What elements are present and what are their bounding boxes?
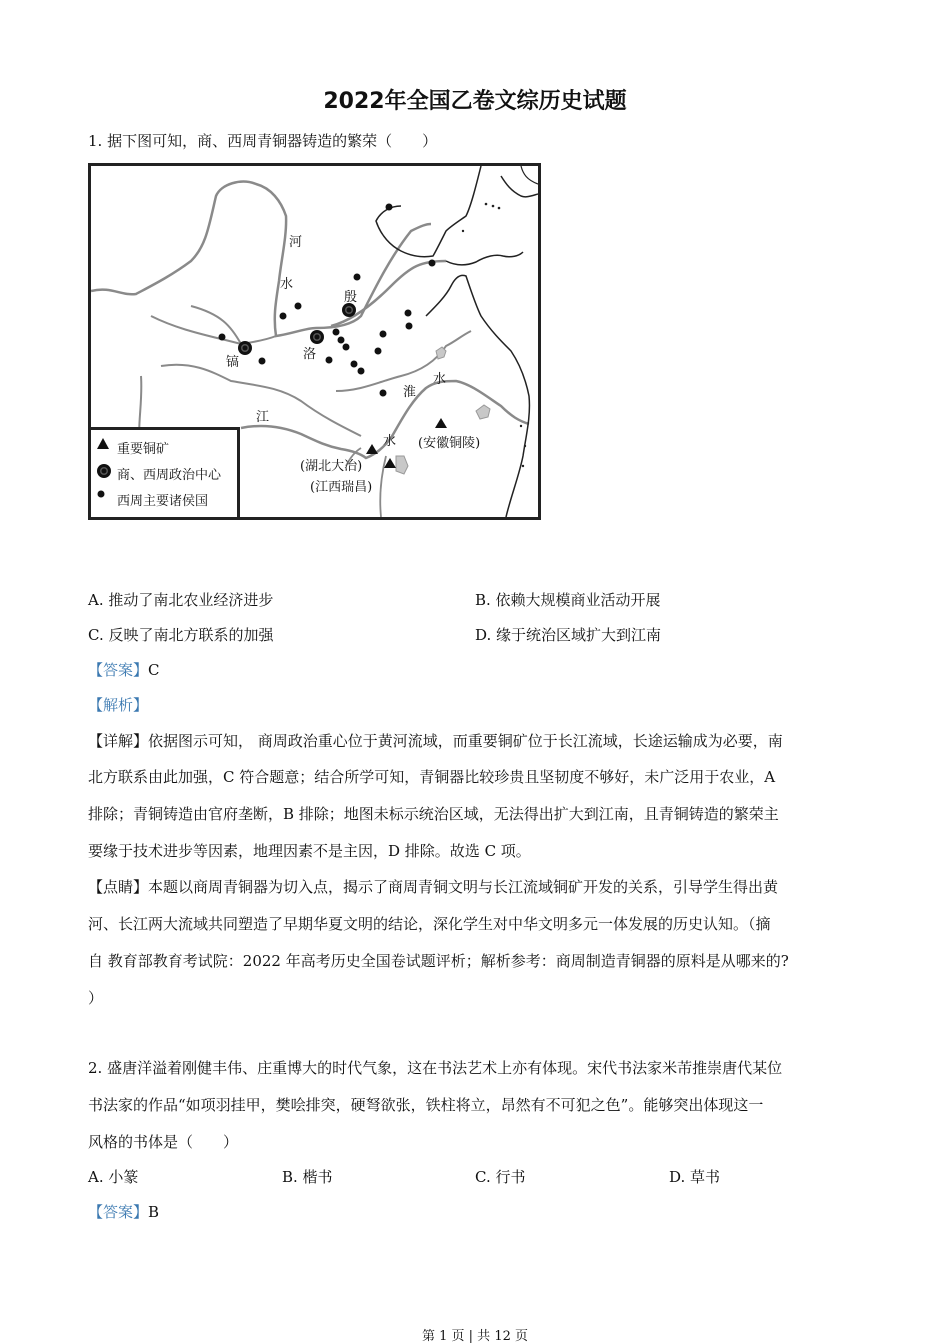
page-title: 2022年全国乙卷文综历史试题 bbox=[323, 89, 627, 114]
comment-tag: 【点睛】 bbox=[88, 878, 149, 896]
map-label-yin: 殷 bbox=[344, 290, 358, 305]
map-label-shui-he: 水 bbox=[280, 277, 294, 292]
detail-text: 依据图示可知， 商周政治重心位于黄河流域，而重要铜矿位于长江流域，长途运输成为必要，南 bbox=[148, 732, 783, 750]
answer-value: C bbox=[148, 661, 160, 679]
q2-stem-line-3: 风格的书体是（ ） bbox=[88, 1133, 239, 1151]
analysis-tag: 【解析】 bbox=[88, 696, 149, 714]
bronze-map-figure bbox=[88, 163, 541, 520]
q1-comment-line-4: ） bbox=[88, 989, 104, 1007]
q2-option-b: B. 楷书 bbox=[282, 1168, 333, 1186]
q1-detail-line-1 bbox=[88, 731, 783, 751]
map-label-shui-jiang: 水 bbox=[383, 434, 397, 449]
map-label-anhui: (安徽铜陵) bbox=[418, 436, 481, 451]
detail-tag: 【详解】 bbox=[88, 732, 149, 750]
q1-detail-line-4: 要缘于技术进步等因素，地理因素不是主因，D 排除。故选 C 项。 bbox=[88, 842, 531, 860]
q1-comment-line-2: 河、长江两大流域共同塑造了早期华夏文明的结论，深化学生对中华文明多元一体发展的历史认知。（摘 bbox=[88, 915, 771, 933]
q2-option-c: C. 行书 bbox=[475, 1168, 526, 1186]
map-legend bbox=[91, 427, 240, 517]
legend-item-vassal bbox=[97, 490, 208, 509]
q1-analysis-heading bbox=[88, 695, 148, 715]
answer-value: B bbox=[148, 1203, 160, 1221]
legend-label: 重要铜矿 bbox=[117, 442, 170, 457]
legend-item-copper bbox=[97, 438, 169, 457]
q1-option-a: A. 推动了南北农业经济进步 bbox=[88, 591, 274, 609]
q2-answer bbox=[88, 1202, 159, 1222]
legend-item-center bbox=[97, 464, 221, 483]
map-label-hubei: (湖北大冶) bbox=[300, 459, 363, 474]
map-label-jiangxi: (江西瑞昌) bbox=[310, 480, 373, 495]
q2-option-a: A. 小篆 bbox=[88, 1168, 139, 1186]
q1-comment-line-3: 自 教育部教育考试院：2022 年高考历史全国卷试题评析；解析参考：商周制造青铜器的原料是从哪来的? bbox=[88, 952, 789, 970]
comment-text: 本题以商周青铜器为切入点，揭示了商周青铜文明与长江流域铜矿开发的关系，引导学生得出黄 bbox=[148, 878, 779, 896]
question-1-stem: 1. 据下图可知，商、西周青铜器铸造的繁荣（ ） bbox=[88, 132, 438, 150]
map-label-huai: 淮 bbox=[403, 385, 417, 400]
q1-detail-line-3: 排除；青铜铸造由官府垄断，B 排除；地图未标示统治区域，无法得出扩大到江南，且青铜铸造的繁荣主 bbox=[88, 805, 779, 823]
page-footer: 第 1 页 | 共 12 页 bbox=[422, 1329, 528, 1344]
q1-option-d: D. 缘于统治区域扩大到江南 bbox=[475, 626, 662, 644]
q1-option-b: B. 依赖大规模商业活动开展 bbox=[475, 591, 661, 609]
q1-comment-line-1 bbox=[88, 877, 778, 897]
map-label-hao: 镐 bbox=[226, 355, 240, 370]
q1-detail-line-2: 北方联系由此加强，C 符合题意；结合所学可知，青铜器比较珍贵且坚韧度不够好，未广泛用于农业，A bbox=[88, 768, 776, 786]
q2-option-d: D. 草书 bbox=[669, 1168, 721, 1186]
legend-label: 西周主要诸侯国 bbox=[117, 494, 209, 509]
legend-label: 商、西周政治中心 bbox=[117, 468, 222, 483]
q1-option-c: C. 反映了南北方联系的加强 bbox=[88, 626, 274, 644]
answer-tag: 【答案】 bbox=[88, 661, 149, 679]
map-label-jiang: 江 bbox=[256, 410, 270, 425]
q2-stem-line-2: 书法家的作品“如项羽挂甲，樊哙排突，硬弩欲张，铁柱将立，昂然有不可犯之色”。能够突出体现这一 bbox=[88, 1096, 764, 1114]
map-label-shui-huai: 水 bbox=[433, 372, 447, 387]
map-label-he: 河 bbox=[289, 235, 303, 250]
answer-tag: 【答案】 bbox=[88, 1203, 149, 1221]
q1-answer bbox=[88, 660, 160, 680]
map-label-luo: 洛 bbox=[303, 347, 317, 362]
q2-stem-line-1: 2. 盛唐洋溢着刚健丰伟、庄重博大的时代气象，这在书法艺术上亦有体现。宋代书法家米芾推崇唐代某位 bbox=[88, 1059, 783, 1077]
